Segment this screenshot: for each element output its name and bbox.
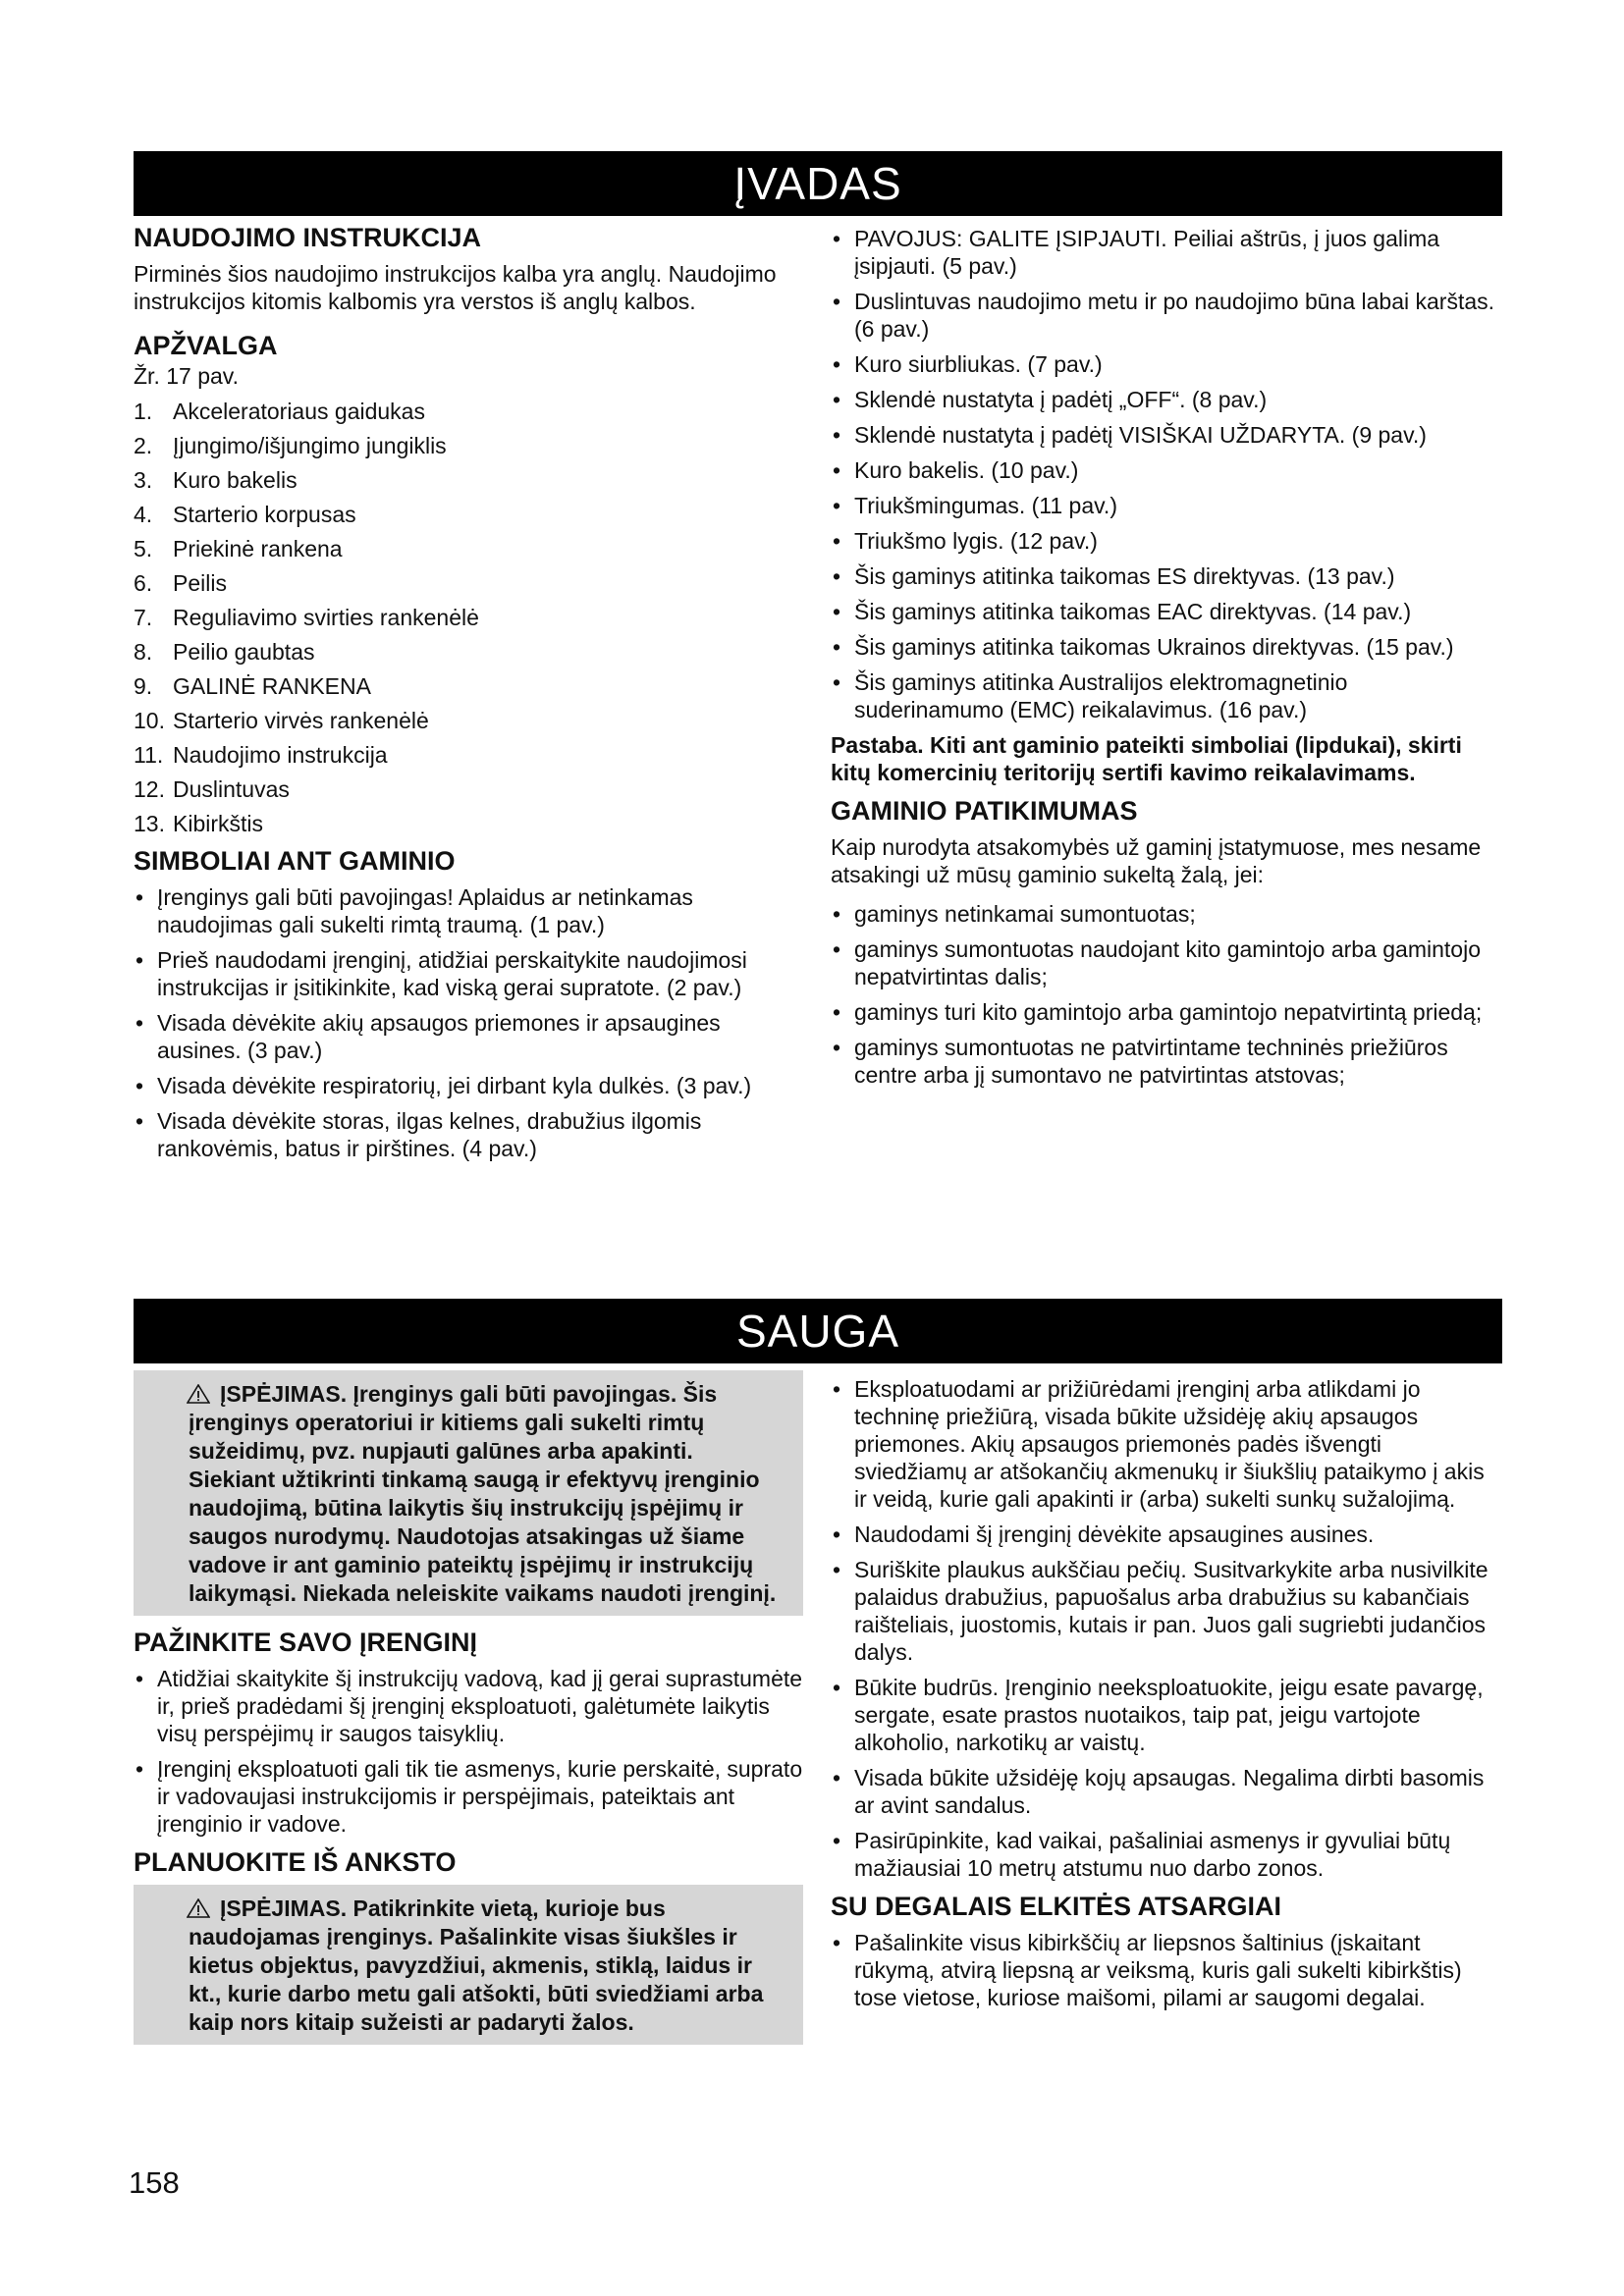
warning-box — [134, 1370, 803, 1616]
list-item: 8. Peilio gaubtas — [134, 639, 315, 665]
list-item: • Šis gaminys atitinka Australijos elektromagnetinio suderinamumo (EMC) reikalavimus. (16 pav.) — [831, 668, 1500, 723]
list-item: • Prieš naudodami įrenginį, atidžiai perskaitykite naudojimosi instrukcijas ir įsitikinkite, kad viską gerai supratote. (2 pav.) — [134, 946, 803, 1001]
list-item: • Visada būkite užsidėję kojų apsaugas. Negalima dirbti basomis ar avint sandalus. — [831, 1764, 1500, 1819]
list-item: • Duslintuvas naudojimo metu ir po naudojimo būna labai karštas. (6 pav.) — [831, 288, 1500, 343]
list-item: 10. Starterio virvės rankenėlė — [134, 708, 429, 733]
list-item: 7. Reguliavimo svirties rankenėlė — [134, 605, 479, 630]
apzvalga-list — [134, 398, 803, 837]
list-item: • Visada dėvėkite akių apsaugos priemones ir apsaugines ausines. (3 pav.) — [134, 1009, 803, 1064]
page-number: 158 — [129, 2165, 180, 2200]
patikimumas-list — [831, 900, 1500, 1089]
simboliai-heading: SIMBOLIAI ANT GAMINIO — [134, 846, 456, 876]
pazinkite-heading: PAŽINKITE SAVO ĮRENGINĮ — [134, 1628, 478, 1657]
list-item: • Šis gaminys atitinka taikomas Ukrainos direktyvas. (15 pav.) — [831, 633, 1500, 661]
pazinkite-list — [134, 1665, 803, 1838]
symbols-list — [831, 225, 1500, 723]
list-item: 9. GALINĖ RANKENA — [134, 673, 371, 699]
warning-text: ĮSPĖJIMAS. Įrenginys gali būti pavojingas. Šis įrenginys operatoriui ir kitiems gali sukelti rimtų sužeidimų, pvz. nupjauti galūnes arba apakinti. Siekiant užtikrinti tinkamą saugą ir efektyvų įrenginio naudojimą, būtina laikytis šių instrukcijų įspėjimų ir saugos nurodymų. Naudotojas atsakingas už šiame vadove ir ant gaminio pateiktų įspėjimų ir instrukcijų laikymąsi. Niekada neleiskite vaikams naudoti įrenginį. — [189, 1381, 777, 1606]
list-item: 3. Kuro bakelis — [134, 467, 298, 493]
patikimumas-text: Kaip nurodyta atsakomybės už gaminį įstatymuose, mes nesame atsakingi už mūsų gaminio sukeltą žalą, jei: — [831, 834, 1482, 887]
list-item: 4. Starterio korpusas — [134, 502, 356, 527]
list-item: • Šis gaminys atitinka taikomas EAC direktyvas. (14 pav.) — [831, 598, 1500, 625]
list-item: • gaminys sumontuotas naudojant kito gamintojo arba gamintojo nepatvirtintas dalis; — [831, 935, 1500, 990]
patikimumas-heading: GAMINIO PATIKIMUMAS — [831, 796, 1138, 826]
ivadas-banner: ĮVADAS — [134, 151, 1502, 216]
ivadas-left-column — [134, 221, 803, 1170]
list-item: 5. Priekinė rankena — [134, 536, 343, 561]
list-item: • Būkite budrūs. Įrenginio neeksploatuokite, jeigu esate pavargę, sergate, esate prastos nuotaikos, taip pat, jeigu vartojote alkoholio, narkotikų ar vaistų. — [831, 1674, 1500, 1756]
ivadas-right-column — [831, 225, 1500, 1096]
list-item: 12. Duslintuvas — [134, 776, 290, 802]
simboliai-list — [134, 883, 803, 1162]
naudojimo-instrukcija-text: Pirminės šios naudojimo instrukcijos kalba yra anglų. Naudojimo instrukcijos kitomis kalbomis yra verstos iš anglų kalbos. — [134, 261, 777, 314]
list-item: • Įrenginys gali būti pavojingas! Aplaidus ar netinkamas naudojimas gali sukelti rimtą traumą. (1 pav.) — [134, 883, 803, 938]
list-item: • Šis gaminys atitinka taikomas ES direktyvas. (13 pav.) — [831, 562, 1500, 590]
list-item: 13. Kibirkštis — [134, 811, 264, 836]
sauga-left-column — [134, 1370, 803, 2055]
warning-triangle-icon — [187, 1384, 210, 1404]
list-item: • Visada dėvėkite storas, ilgas kelnes, drabužius ilgomis rankovėmis, batus ir pirštines. (4 pav.) — [134, 1107, 803, 1162]
list-item: • Įrenginį eksploatuoti gali tik tie asmenys, kurie perskaitė, suprato ir vadovaujasi instrukcijomis ir perspėjimais, pateiktais ant įrenginio ir vadove. — [134, 1755, 803, 1838]
apzvalga-heading: APŽVALGA — [134, 331, 278, 360]
list-item: • Kuro siurbliukas. (7 pav.) — [831, 350, 1500, 378]
sauga-banner: SAUGA — [134, 1299, 1502, 1363]
sauga-right-column — [831, 1375, 1500, 2019]
list-item: • Pasirūpinkite, kad vaikai, pašaliniai asmenys ir gyvuliai būtų mažiausiai 10 metrų atstumu nuo darbo zonos. — [831, 1827, 1500, 1882]
degalai-list — [831, 1929, 1500, 2011]
list-item: • Kuro bakelis. (10 pav.) — [831, 456, 1500, 484]
list-item: • Atidžiai skaitykite šį instrukcijų vadovą, kad jį gerai suprastumėte ir, prieš pradėdami šį įrenginį eksploatuoti, galėtumėte laikytis visų perspėjimų ir saugos taisyklių. — [134, 1665, 803, 1747]
list-item: • PAVOJUS: GALITE ĮSIPJAUTI. Peiliai aštrūs, į juos galima įsipjauti. (5 pav.) — [831, 225, 1500, 280]
list-item: • gaminys turi kito gamintojo arba gamintojo nepatvirtintą priedą; — [831, 998, 1500, 1026]
list-item: • Triukšmingumas. (11 pav.) — [831, 492, 1500, 519]
warning-text: ĮSPĖJIMAS. Patikrinkite vietą, kurioje bus naudojamas įrenginys. Pašalinkite visas šiukšles ir kietus objektus, pavyzdžiui, akmenis, stiklą, laidus ir kt., kurie darbo metu gali atšokti, būti sviedžiami arba kaip nors kitaip sužeisti ar padaryti žalos. — [189, 1896, 764, 2035]
degalai-heading: SU DEGALAIS ELKITĖS ATSARGIAI — [831, 1892, 1282, 1921]
list-item: • gaminys sumontuotas ne patvirtintame techninės priežiūros centre arba jį sumontavo ne patvirtintas atstovas; — [831, 1034, 1500, 1089]
list-item: 11. Naudojimo instrukcija — [134, 742, 388, 768]
planuokite-heading: PLANUOKITE IŠ ANKSTO — [134, 1847, 457, 1877]
list-item: 2. Įjungimo/išjungimo jungiklis — [134, 433, 447, 458]
list-item: • Naudodami šį įrenginį dėvėkite apsaugines ausines. — [831, 1521, 1500, 1548]
list-item: • gaminys netinkamai sumontuotas; — [831, 900, 1500, 928]
apzvalga-ref: Žr. 17 pav. — [134, 363, 239, 389]
list-item: 6. Peilis — [134, 570, 227, 596]
list-item: • Pašalinkite visus kibirkščių ar liepsnos šaltinius (įskaitant rūkymą, atvirą liepsną ar veiksmą, kuris gali sukelti kibirkštis) tose vietose, kuriose maišomi, pilami ar saugomi degalai. — [831, 1929, 1500, 2011]
warning-triangle-icon — [187, 1898, 210, 1918]
sauga-list — [831, 1375, 1500, 1882]
list-item: • Sklendė nustatyta į padėtį „OFF“. (8 pav.) — [831, 386, 1500, 413]
list-item: 1. Akceleratoriaus gaidukas — [134, 399, 425, 424]
list-item: • Suriškite plaukus aukščiau pečių. Susitvarkykite arba nusivilkite palaidus drabužius, papuošalus arba drabužius su kabančiais raišteliais, juostomis, kutais ir pan. Juos gali sugriebti judančios dalys. — [831, 1556, 1500, 1666]
warning-box — [134, 1885, 803, 2045]
list-item: • Sklendė nustatyta į padėtį VISIŠKAI UŽDARYTA. (9 pav.) — [831, 421, 1500, 449]
note-paragraph: Pastaba. Kiti ant gaminio pateikti simboliai (lipdukai), skirti kitų komercinių teritorijų sertifi kavimo reikalavimams. — [831, 732, 1462, 785]
list-item: • Triukšmo lygis. (12 pav.) — [831, 527, 1500, 555]
list-item: • Visada dėvėkite respiratorių, jei dirbant kyla dulkės. (3 pav.) — [134, 1072, 803, 1099]
list-item: • Eksploatuodami ar prižiūrėdami įrenginį arba atlikdami jo techninę priežiūrą, visada būkite užsidėję akių apsaugos priemones. Akių apsaugos priemonės padės išvengti sviedžiamų ar atšokančių akmenukų ir šiukšlių pataikymo į akis ir veidą, kurie gali apakinti ir (arba) sukelti sunkų sužalojimą. — [831, 1375, 1500, 1513]
naudojimo-instrukcija-heading: NAUDOJIMO INSTRUKCIJA — [134, 223, 482, 252]
